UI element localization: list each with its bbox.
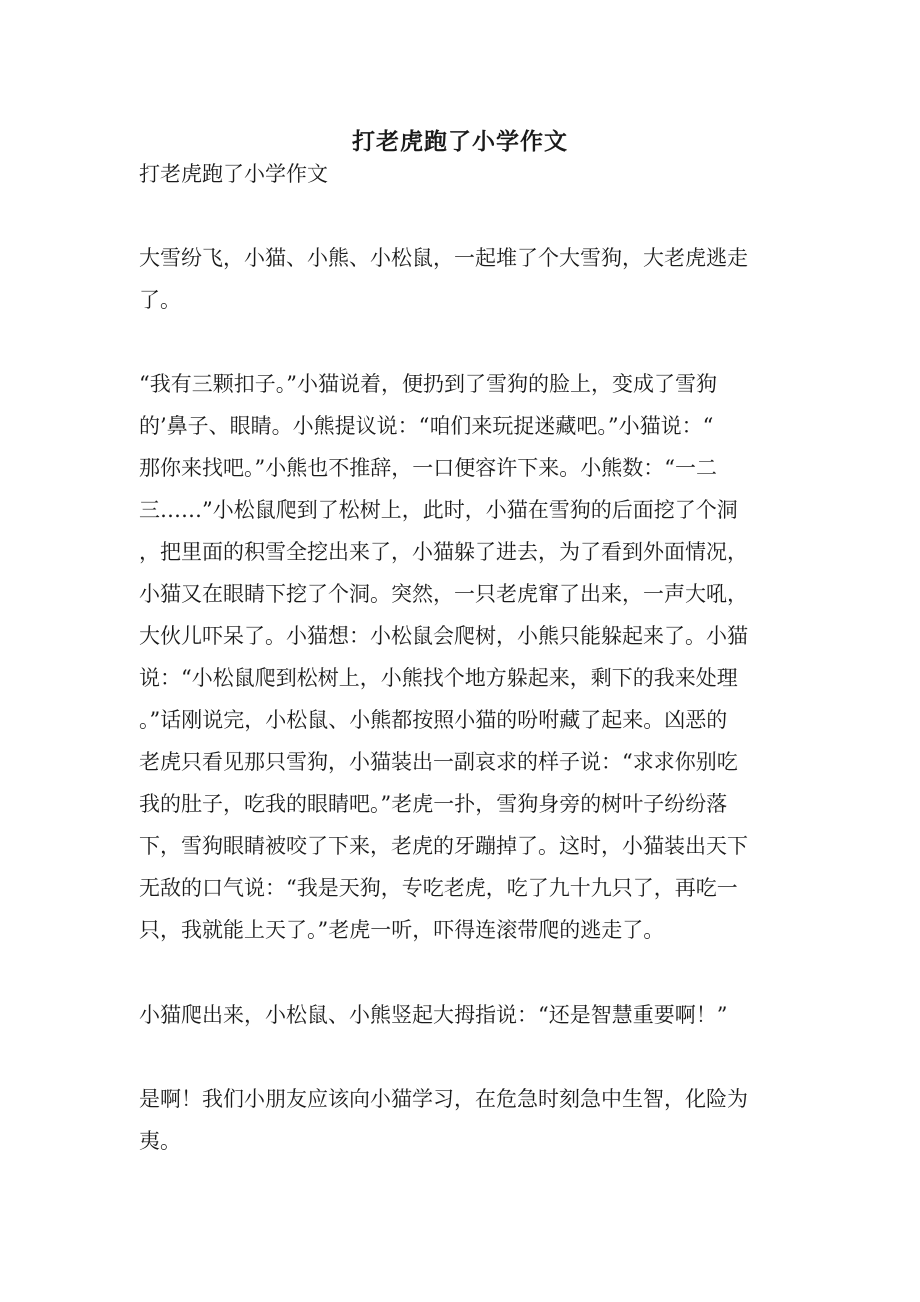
paragraph-line: 那你来找吧。”小熊也不推辞，一口便容许下来。小熊数：“一二 bbox=[139, 456, 717, 480]
document-title: 打老虎跑了小学作文 bbox=[352, 128, 568, 156]
paragraph-3 bbox=[139, 994, 775, 1036]
paragraph-line: 我的肚子，吃我的眼睛吧。”老虎一扑，雪狗身旁的树叶子纷纷落 bbox=[139, 792, 728, 816]
paragraph-line: 大雪纷飞，小猫、小熊、小松鼠，一起堆了个大雪狗，大老虎逃走 bbox=[139, 246, 748, 270]
paragraph-line: 说：“小松鼠爬到松树上，小熊找个地方躲起来，剩下的我来处理 bbox=[139, 666, 738, 690]
paragraph-line: 下，雪狗眼睛被咬了下来，老虎的牙蹦掉了。这时，小猫装出天下 bbox=[139, 834, 748, 858]
document-subtitle: 打老虎跑了小学作文 bbox=[139, 162, 328, 186]
paragraph-line: 是啊！我们小朋友应该向小猫学习，在危急时刻急中生智，化险为 bbox=[139, 1087, 748, 1111]
paragraph-line: 夷。 bbox=[139, 1129, 181, 1153]
paragraph-line: “我有三颗扣子。”小猫说着，便扔到了雪狗的脸上，变成了雪狗 bbox=[139, 372, 717, 396]
paragraph-2 bbox=[139, 363, 775, 951]
paragraph-line: ，把里面的积雪全挖出来了，小猫躲了进去，为了看到外面情况， bbox=[139, 540, 748, 564]
paragraph-line: 只，我就能上天了。”老虎一听，吓得连滚带爬的逃走了。 bbox=[139, 918, 665, 942]
paragraph-line: 老虎只看见那只雪狗，小猫装出一副哀求的样子说：“求求你别吃 bbox=[139, 750, 738, 774]
paragraph-1 bbox=[139, 237, 775, 321]
paragraph-line: 无敌的口气说：“我是天狗，专吃老虎，吃了九十九只了，再吃一 bbox=[139, 876, 738, 900]
paragraph-line: 小猫又在眼睛下挖了个洞。突然，一只老虎窜了出来，一声大吼， bbox=[139, 582, 748, 606]
paragraph-line: 小猫爬出来，小松鼠、小熊竖起大拇指说：“还是智慧重要啊！” bbox=[139, 1003, 728, 1027]
paragraph-line: 。”话刚说完，小松鼠、小熊都按照小猫的吩咐藏了起来。凶恶的 bbox=[139, 708, 728, 732]
paragraph-line: 了。 bbox=[139, 288, 181, 312]
paragraph-line: 大伙儿吓呆了。小猫想：小松鼠会爬树，小熊只能躲起来了。小猫 bbox=[139, 624, 748, 648]
paragraph-4 bbox=[139, 1078, 775, 1162]
paragraph-line: 的’鼻子、眼睛。小熊提议说：“咱们来玩捉迷藏吧。”小猫说：“ bbox=[139, 414, 714, 438]
paragraph-line: 三……”小松鼠爬到了松树上，此时，小猫在雪狗的后面挖了个洞 bbox=[139, 498, 738, 522]
